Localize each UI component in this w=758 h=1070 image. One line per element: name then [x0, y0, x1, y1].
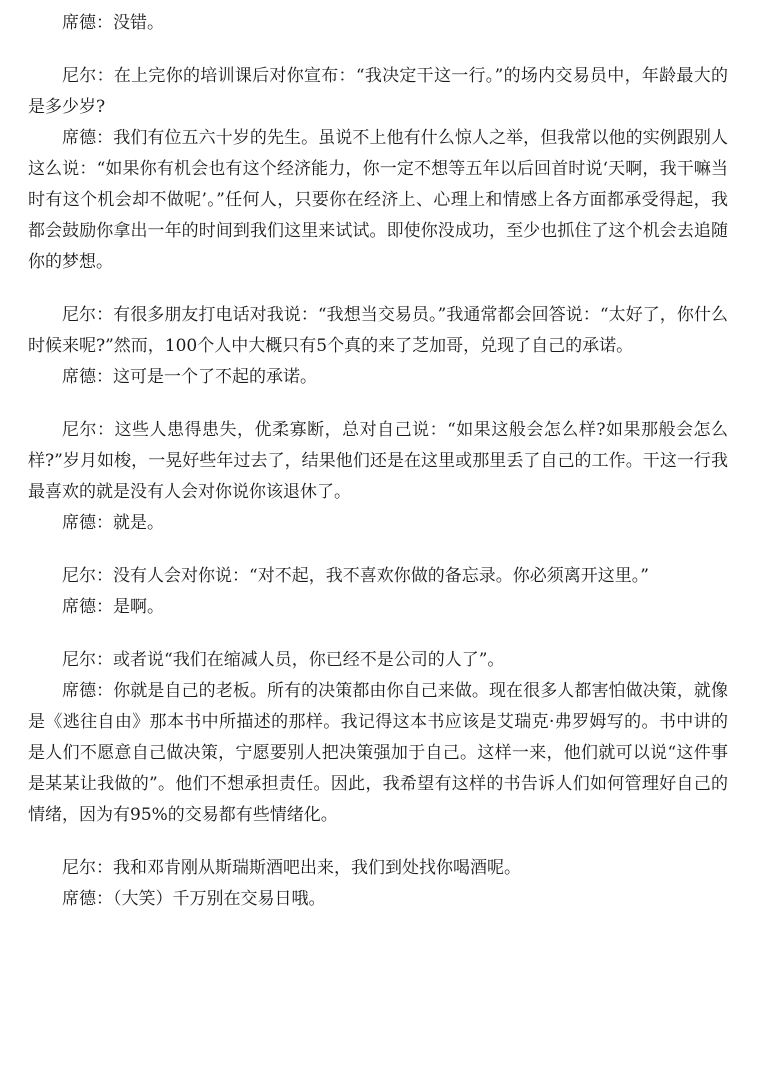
- paragraph-gap: [28, 623, 728, 645]
- dialogue-paragraph: 尼尔：或者说“我们在缩减人员，你已经不是公司的人了”。: [62, 650, 505, 670]
- dialogue-paragraph: 席德：就是。: [62, 513, 164, 533]
- dialogue-paragraph: 尼尔：有很多朋友打电话对我说：“我想当交易员。”我通常都会回答说：“太好了，你什么时候来呢?”然而，100个人中大概只有5个真的来了芝加哥，兑现了自己的承诺。: [28, 305, 728, 356]
- dialogue-paragraph: 尼尔：没有人会对你说：“对不起，我不喜欢你做的备忘录。你必须离开这里。”: [62, 566, 649, 586]
- dialogue-paragraph: 尼尔：我和邓肯刚从斯瑞斯酒吧出来，我们到处找你喝酒呢。: [62, 858, 521, 878]
- dialogue-paragraph: 席德：没错。: [62, 13, 164, 33]
- paragraph-gap: [28, 831, 728, 853]
- paragraph-gap: [28, 393, 728, 415]
- dialogue-paragraph: 尼尔：在上完你的培训课后对你宣布：“我决定干这一行。”的场内交易员中，年龄最大的是多少岁?: [28, 66, 728, 117]
- dialogue-paragraph: 席德：我们有位五六十岁的先生。虽说不上他有什么惊人之举，但我常以他的实例跟别人这么说：“如果你有机会也有这个经济能力，你一定不想等五年以后回首时说‘天啊，我干嘛当时有这个机会却不做呢’。”任何人，只要你在经济上、心理上和情感上各方面都承受得起，我都会鼓励你拿出一年的时间到我们这里来试试。即使你没成功，至少也抓住了这个机会去追随你的梦想。: [28, 128, 728, 272]
- dialogue-paragraph: 席德：是啊。: [62, 597, 164, 617]
- paragraph-gap: [28, 539, 728, 561]
- dialogue-paragraph: 席德：这可是一个了不起的承诺。: [62, 367, 317, 387]
- paragraph-gap: [28, 278, 728, 300]
- paragraph-gap: [28, 39, 728, 61]
- dialogue-paragraph: 席德：你就是自己的老板。所有的决策都由你自己来做。现在很多人都害怕做决策，就像是《逃往自由》那本书中所描述的那样。我记得这本书应该是艾瑞克·弗罗姆写的。书中讲的是人们不愿意自己做决策，宁愿要别人把决策强加于自己。这样一来，他们就可以说“这件事是某某让我做的”。他们不想承担责任。因此，我希望有这样的书告诉人们如何管理好自己的情绪，因为有95%的交易都有些情绪化。: [28, 681, 728, 825]
- dialogue-paragraph: 席德：（大笑）千万别在交易日哦。: [62, 889, 326, 909]
- dialogue-paragraph: 尼尔：这些人患得患失，优柔寡断，总对自己说：“如果这般会怎么样?如果那般会怎么样?”岁月如梭，一晃好些年过去了，结果他们还是在这里或那里丢了自己的工作。干这一行我最喜欢的就是没有人会对你说你该退休了。: [28, 420, 728, 502]
